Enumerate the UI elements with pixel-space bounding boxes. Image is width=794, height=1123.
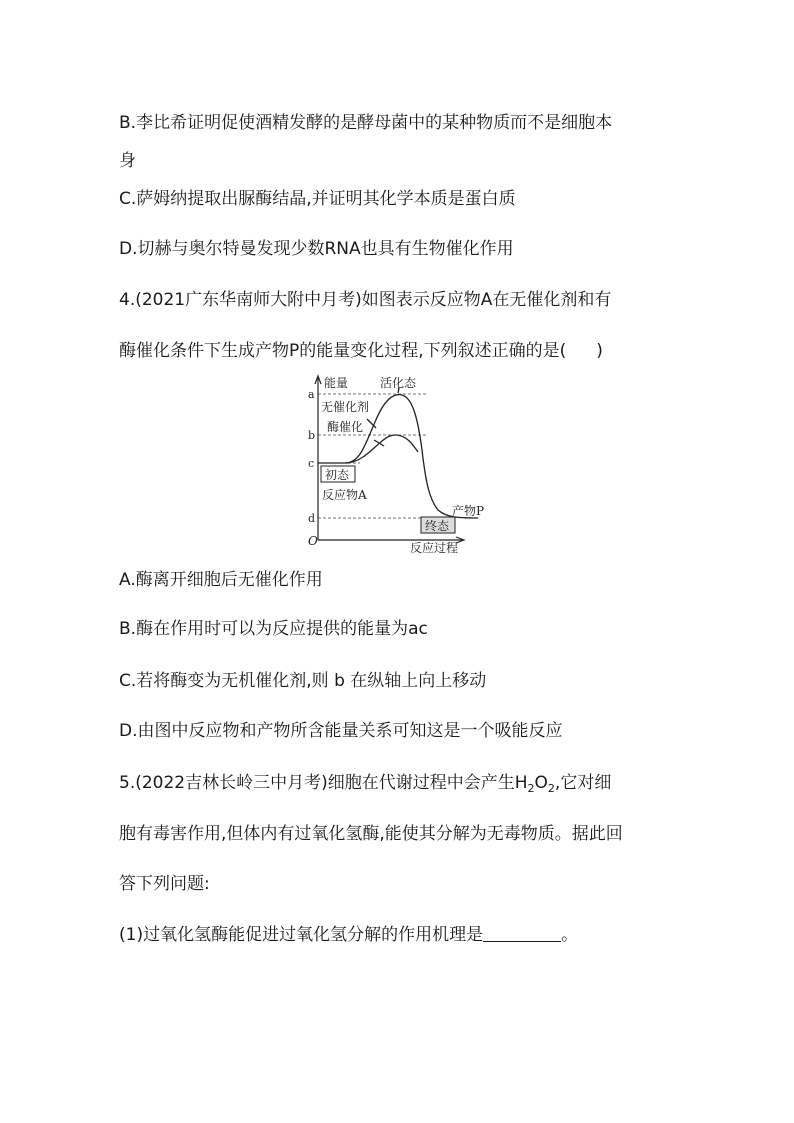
q5-text-b: ,它对细 (554, 773, 612, 793)
line-option-c-previous: C.萨姆纳提取出脲酶结晶,并证明其化学本质是蛋白质 (119, 189, 516, 209)
tick-b: b (308, 429, 316, 442)
question-5-stem-1 (119, 772, 611, 800)
question-4-stem-1: 4.(2021广东华南师大附中月考)如图表示反应物A在无催化剂和有 (119, 290, 612, 310)
y-axis-label: 能量 (324, 376, 349, 390)
x-axis-label: 反应过程 (410, 541, 459, 555)
h2o2-o: O (534, 773, 548, 793)
question-5-stem-2: 胞有毒害作用,但体内有过氧化氢酶,能使其分解为无毒物质。据此回 (119, 824, 623, 844)
h2o2-sub-2: 2 (547, 782, 555, 795)
answer-paren-close: ) (596, 341, 603, 361)
label-enzyme: 酶催化 (327, 420, 364, 434)
part-1-text: (1)过氧化氢酶能促进过氧化氢分解的作用机理是 (119, 925, 484, 945)
label-final-state: 终态 (425, 519, 450, 533)
origin-label: O (308, 534, 318, 548)
label-product: 产物P (452, 504, 485, 518)
part-1-end: 。 (561, 925, 579, 945)
question-5-part-1 (119, 924, 578, 946)
h2o2-sub-1: 2 (527, 782, 535, 795)
option-b: B.酶在作用时可以为反应提供的能量为ac (119, 619, 428, 639)
option-a: A.酶离开细胞后无催化作用 (119, 570, 323, 590)
question-4-stem-text: 酶催化条件下生成产物P的能量变化过程,下列叙述正确的是( (119, 341, 567, 361)
tick-d: d (308, 512, 316, 525)
label-reactant: 反应物A (322, 488, 367, 502)
label-initial-state: 初态 (325, 468, 350, 482)
line-option-d-previous: D.切赫与奥尔特曼发现少数RNA也具有生物催化作用 (119, 239, 514, 259)
label-no-catalyst: 无催化剂 (321, 400, 370, 414)
q5-text-a: 5.(2022吉林长岭三中月考)细胞在代谢过程中会产生H (119, 773, 528, 793)
tick-c: c (308, 457, 315, 470)
answer-blank[interactable] (483, 926, 561, 942)
tick-a: a (308, 388, 315, 401)
question-5-stem-3: 答下列问题: (119, 874, 210, 894)
option-d: D.由图中反应物和产物所含能量关系可知这是一个吸能反应 (119, 721, 563, 741)
line-option-b-previous: B.李比希证明促使酒精发酵的是酵母菌中的某种物质而不是细胞本 (119, 113, 613, 133)
label-active-state: 活化态 (380, 376, 417, 390)
line-option-b-previous-cont: 身 (119, 151, 136, 171)
option-c: C.若将酶变为无机催化剂,则 b 在纵轴上向上移动 (119, 671, 487, 691)
